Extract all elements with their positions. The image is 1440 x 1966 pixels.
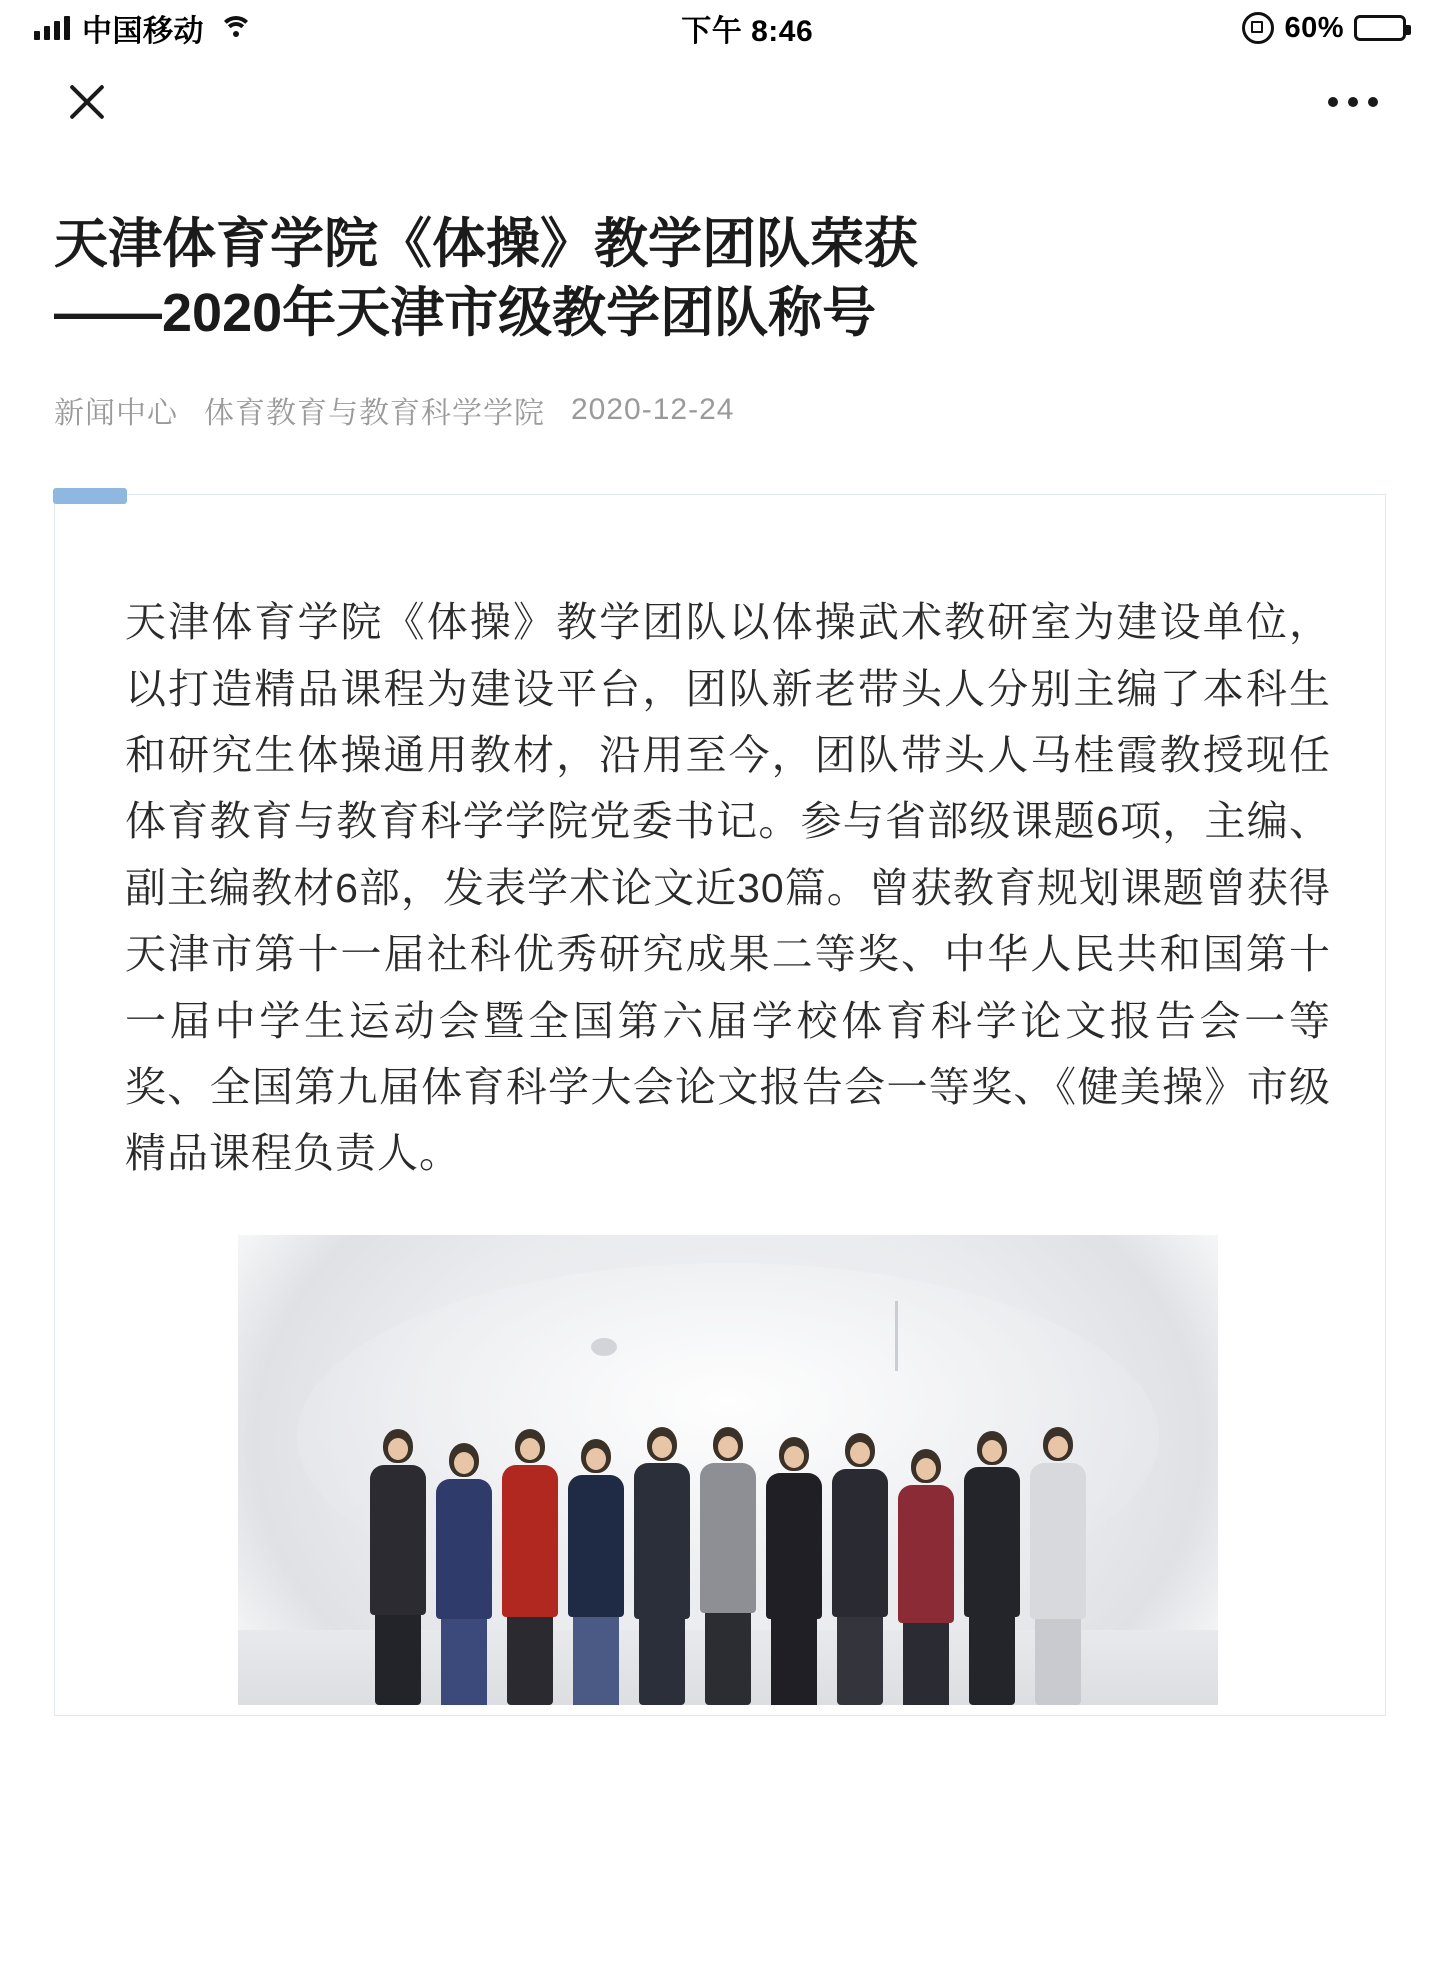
person-figure	[632, 1427, 692, 1705]
team-photo	[238, 1235, 1218, 1705]
person-figure	[434, 1443, 494, 1705]
battery-icon	[1354, 15, 1406, 41]
close-icon[interactable]	[62, 77, 112, 127]
article	[0, 210, 1440, 1716]
accent-tab	[53, 488, 127, 504]
status-bar-right	[1242, 12, 1406, 45]
page-title-line-1: 天津体育学院《体操》教学团队荣获	[54, 214, 918, 274]
status-bar	[0, 0, 1440, 56]
person-figure	[368, 1429, 428, 1705]
status-bar-clock: 下午 8:46	[681, 15, 814, 48]
person-figure	[962, 1431, 1022, 1705]
person-figure	[698, 1427, 758, 1705]
wifi-icon	[220, 16, 252, 40]
signal-bars-icon	[34, 16, 70, 40]
article-source: 新闻中心	[54, 397, 178, 431]
person-figure	[896, 1449, 956, 1705]
rotation-lock-icon	[1242, 12, 1274, 44]
battery-percent-label: 60%	[1284, 11, 1344, 44]
person-figure	[500, 1429, 560, 1705]
person-figure	[1028, 1427, 1088, 1705]
page-title-line-2: ——2020年天津市级教学团队称号	[54, 283, 877, 344]
person-figure	[830, 1433, 890, 1705]
carrier-label: 中国移动	[82, 15, 204, 48]
article-photo-wrapper	[125, 1235, 1331, 1715]
more-options-icon[interactable]	[1328, 97, 1378, 107]
person-figure	[764, 1437, 824, 1705]
status-bar-left	[34, 6, 252, 50]
page-title	[54, 210, 1386, 348]
nav-bar	[0, 56, 1440, 148]
article-department: 体育教育与教育科学学院	[204, 397, 545, 431]
article-date: 2020-12-24	[571, 393, 735, 427]
article-content-card	[54, 494, 1386, 1716]
article-meta	[54, 388, 1386, 432]
person-figure	[566, 1439, 626, 1705]
photo-people-group	[238, 1235, 1218, 1705]
article-body: 天津体育学院《体操》教学团队以体操武术教研室为建设单位，以打造精品课程为建设平台，团队新老带头人分别主编了本科生和研究生体操通用教材，沿用至今，团队带头人马桂霞教授现任体育教育与教育科学学院党委书记。参与省部级课题6项，主编、副主编教材6部，发表学术论文近30篇。曾获教育规划课题曾获得天津市第十一届社科优秀研究成果二等奖、中华人民共和国第十一届中学生运动会暨全国第六届学校体育科学论文报告会一等奖、全国第九届体育科学大会论文报告会一等奖、《健美操》市级精品课程负责人。	[125, 599, 1331, 1177]
